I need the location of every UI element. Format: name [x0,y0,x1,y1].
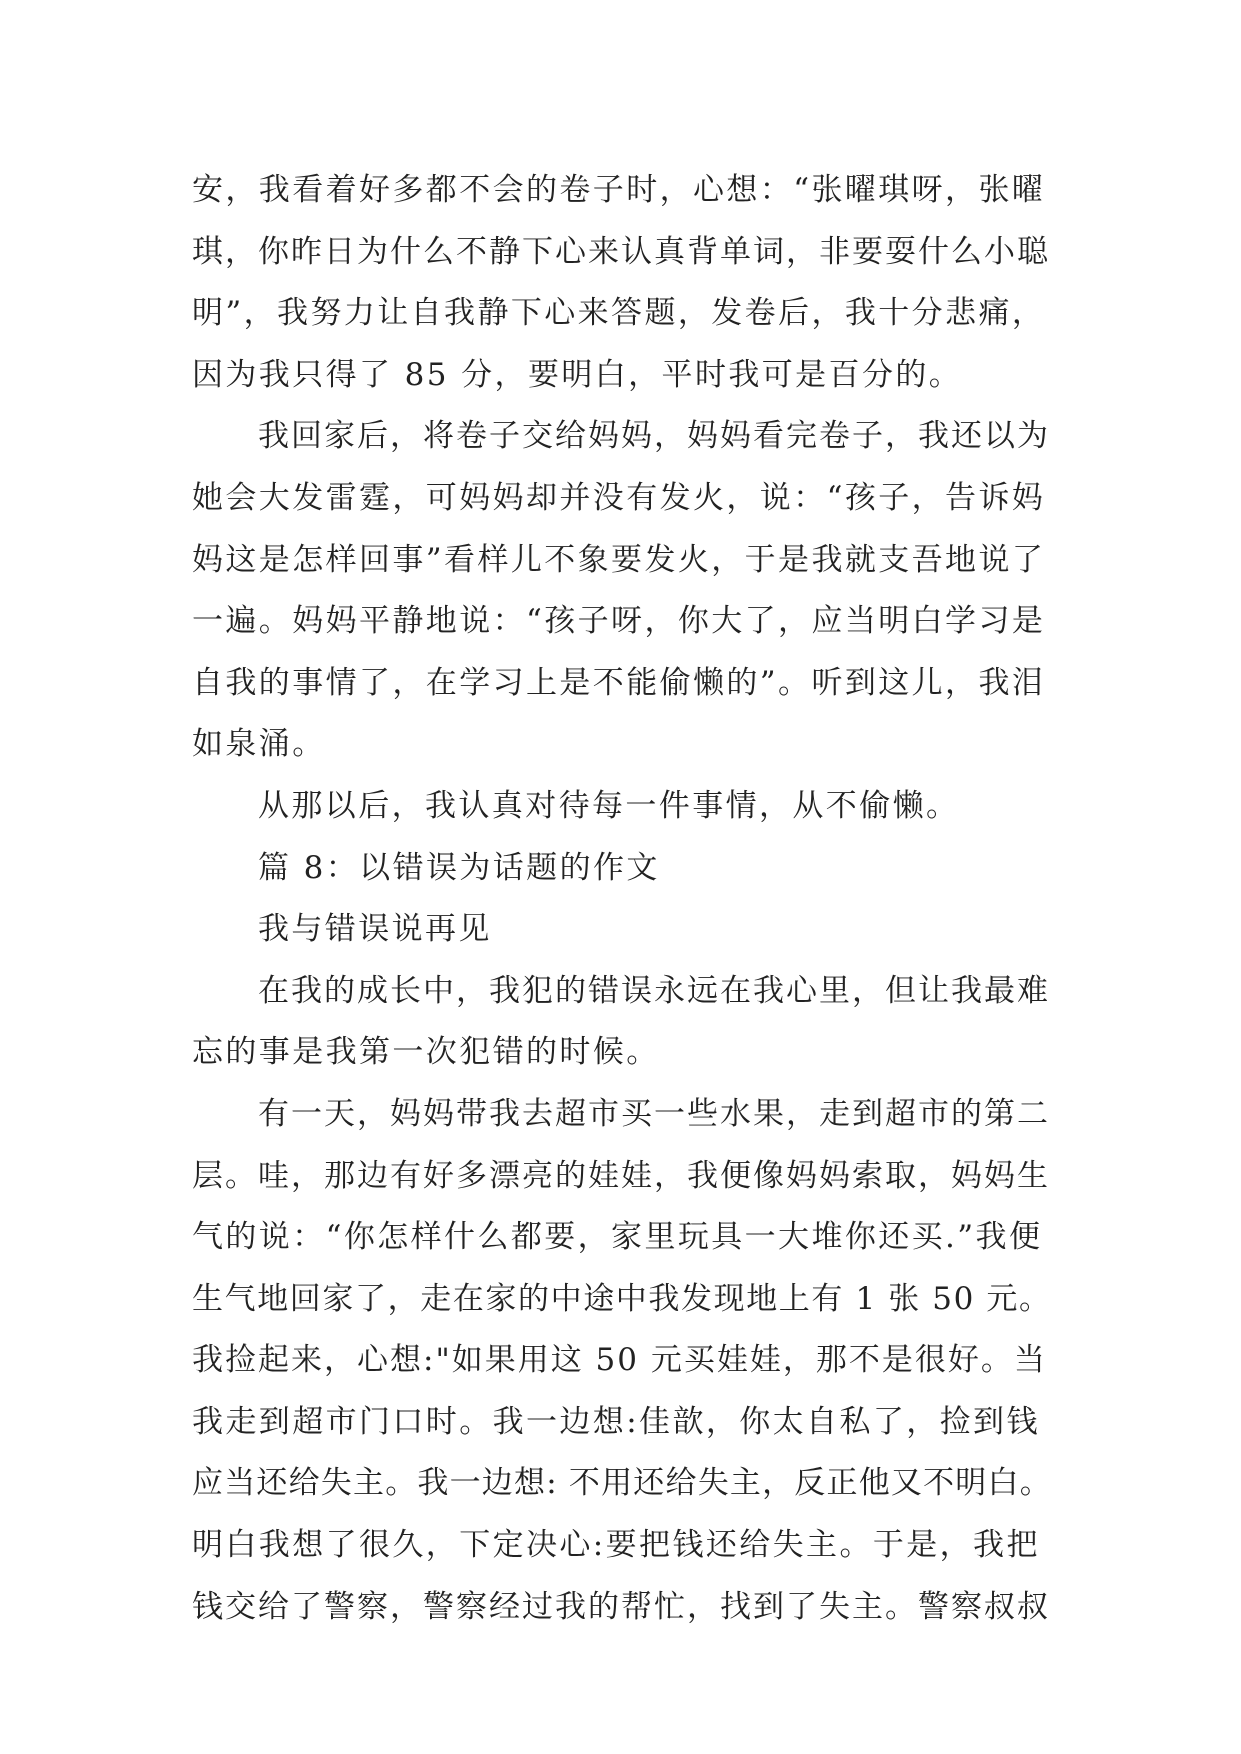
text-line: 她会大发雷霆，可妈妈却并没有发火，说：“孩子，告诉妈 [192,479,1046,516]
text-line: 妈这是怎样回事”看样儿不象要发火，于是我就支吾地说了 [192,541,1046,578]
text-line: 我与错误说再见 [258,911,492,948]
text-line: 在我的成长中，我犯的错误永远在我心里，但让我最难 [258,972,1050,1009]
text-line: 明”，我努力让自我静下心来答题，发卷后，我十分悲痛， [192,295,1046,332]
text-line: 一遍。妈妈平静地说：“孩子呀，你大了，应当明白学习是 [192,603,1046,640]
text-line: 我走到超市门口时。我一边想:佳歆，你太自私了，捡到钱 [192,1403,1040,1440]
text-line: 琪，你昨日为什么不静下心来认真背单词，非要耍什么小聪 [192,233,1050,270]
text-line: 钱交给了警察，警察经过我的帮忙，找到了失主。警察叔叔 [192,1588,1050,1625]
text-line: 从那以后，我认真对待每一件事情，从不偷懒。 [258,787,960,824]
text-line: 自我的事情了，在学习上是不能偷懒的”。听到这儿，我泪 [192,664,1046,701]
text-line: 应当还给失主。我一边想: 不用还给失主，反正他又不明白。 [192,1465,1052,1502]
text-line: 篇 8：以错误为话题的作文 [258,849,660,886]
document-body [192,160,1052,1638]
text-line: 我回家后，将卷子交给妈妈，妈妈看完卷子，我还以为 [258,418,1050,455]
text-line: 安，我看着好多都不会的卷子时，心想：“张曜琪呀，张曜 [192,172,1046,208]
text-line: 如泉涌。 [192,726,326,763]
text-line: 因为我只得了 85 分，要明白，平时我可是百分的。 [192,356,963,393]
text-line: 我捡起来，心想:"如果用这 50 元买娃娃，那不是很好。当 [192,1342,1047,1379]
text-line: 有一天，妈妈带我去超市买一些水果，走到超市的第二 [258,1095,1050,1132]
text-line: 生气地回家了，走在家的中途中我发现地上有 1 张 50 元。 [192,1280,1052,1317]
text-line: 明白我想了很久，下定决心:要把钱还给失主。于是，我把 [192,1527,1040,1564]
text-line: 层。哇，那边有好多漂亮的娃娃，我便像妈妈索取，妈妈生 [192,1157,1050,1194]
text-line: 气的说：“你怎样什么都要，家里玩具一大堆你还买.”我便 [192,1219,1043,1256]
text-line: 忘的事是我第一次犯错的时候。 [192,1034,660,1071]
